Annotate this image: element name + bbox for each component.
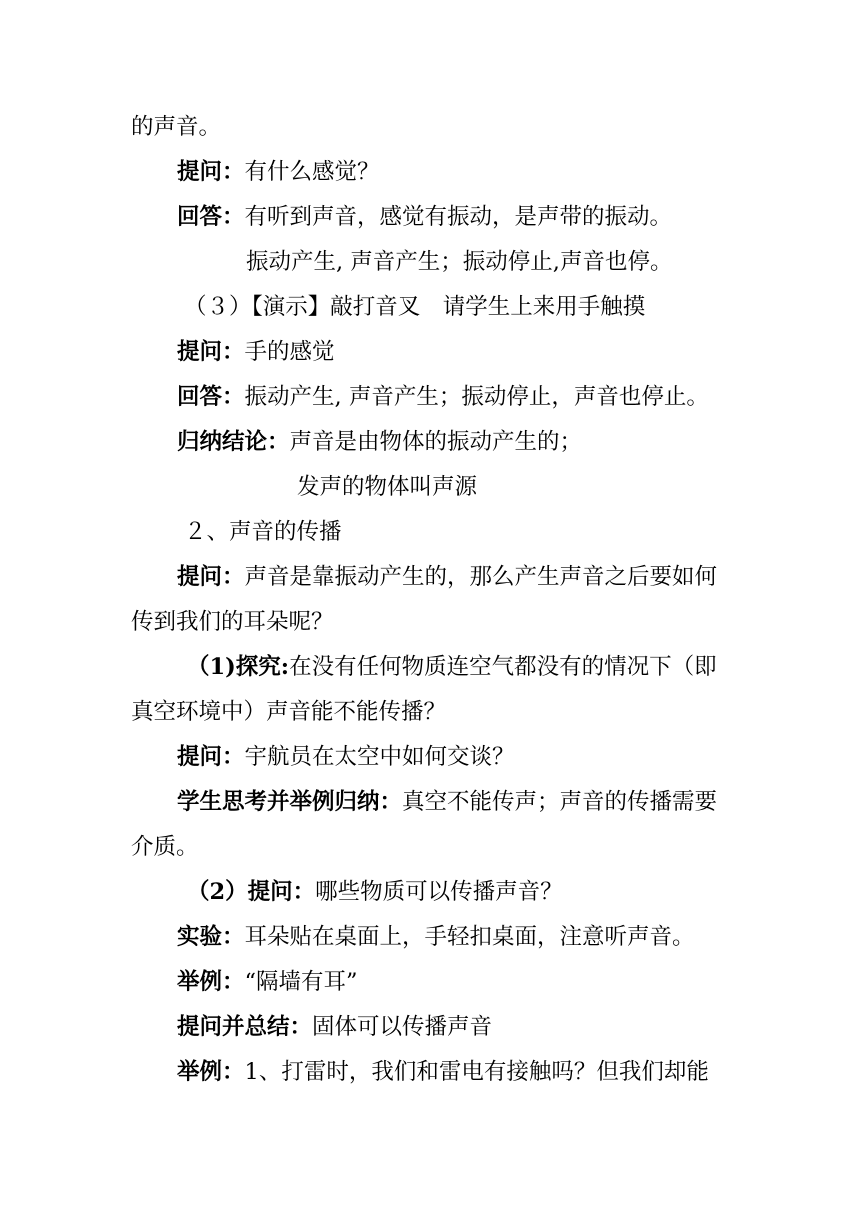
line-label: 举例： (177, 1059, 245, 1085)
line-text: “隔墙有耳” (244, 969, 358, 995)
line-text: 在没有任何物质连空气都没有的情况下（即 (289, 654, 717, 680)
text-line (177, 562, 717, 592)
line-text: 真空环境中）声音能不能传播？ (131, 699, 447, 725)
line-label: （2）提问： (187, 879, 316, 905)
line-text: 哪些物质可以传播声音？ (315, 879, 563, 905)
line-text: 手的感觉 (244, 339, 335, 365)
line-text: 的声音。 (131, 114, 222, 140)
text-line (177, 787, 717, 817)
line-label: （1)探究: (187, 654, 290, 680)
text-line (177, 922, 695, 952)
section-heading (184, 517, 342, 547)
line-text: 真空不能传声；声音的传播需要 (402, 789, 718, 815)
text-line (177, 742, 515, 772)
line-text: 介质。 (131, 834, 199, 860)
text-line (177, 202, 672, 232)
line-label: 实验： (177, 924, 245, 950)
text-line (131, 832, 199, 862)
line-label: 举例： (177, 969, 245, 995)
line-label: 归纳结论： (177, 429, 290, 455)
line-text: 振动产生, 声音产生；振动停止,声音也停。 (246, 249, 673, 275)
line-text: 固体可以传播声音 (312, 1014, 493, 1040)
line-text: 声音是由物体的振动产生的； (289, 429, 583, 455)
line-text: ２、声音的传播 (184, 519, 342, 545)
line-label: 提问： (177, 339, 245, 365)
line-text: 有什么感觉？ (244, 159, 380, 185)
text-line (177, 382, 709, 412)
line-text: 宇航员在太空中如何交谈？ (244, 744, 515, 770)
text-line (177, 337, 335, 367)
line-text: 耳朵贴在桌面上，手轻扣桌面，注意听声音。 (244, 924, 695, 950)
text-line (297, 472, 477, 502)
line-label: 提问： (177, 744, 245, 770)
line-text: 声音是靠振动产生的，那么产生声音之后要如何 (244, 564, 718, 590)
text-line (177, 427, 582, 457)
text-line (177, 1012, 492, 1042)
line-label: 提问： (177, 564, 245, 590)
line-text: 1、打雷时，我们和雷电有接触吗？但我们却能 (244, 1059, 709, 1085)
line-text: （３）【演示】敲打音叉 请学生上来用手触摸 (184, 294, 646, 320)
text-line (187, 877, 563, 907)
line-text: 发声的物体叫声源 (297, 474, 478, 500)
line-label: 提问： (177, 159, 245, 185)
line-label: 回答： (177, 204, 245, 230)
text-line (131, 112, 221, 142)
text-line (187, 652, 717, 682)
text-line (177, 157, 380, 187)
line-text: 有听到声音，感觉有振动，是声带的振动。 (244, 204, 673, 230)
line-text: 振动产生, 声音产生；振动停止，声音也停止。 (244, 384, 709, 410)
text-line (177, 967, 358, 997)
text-line (177, 1057, 709, 1087)
line-text: 传到我们的耳朵呢？ (131, 609, 334, 635)
line-label: 提问并总结： (177, 1014, 313, 1040)
line-label: 回答： (177, 384, 245, 410)
text-line (184, 292, 645, 322)
text-line (131, 697, 446, 727)
text-line (131, 607, 334, 637)
text-line (246, 247, 672, 277)
line-label: 学生思考并举例归纳： (177, 789, 403, 815)
